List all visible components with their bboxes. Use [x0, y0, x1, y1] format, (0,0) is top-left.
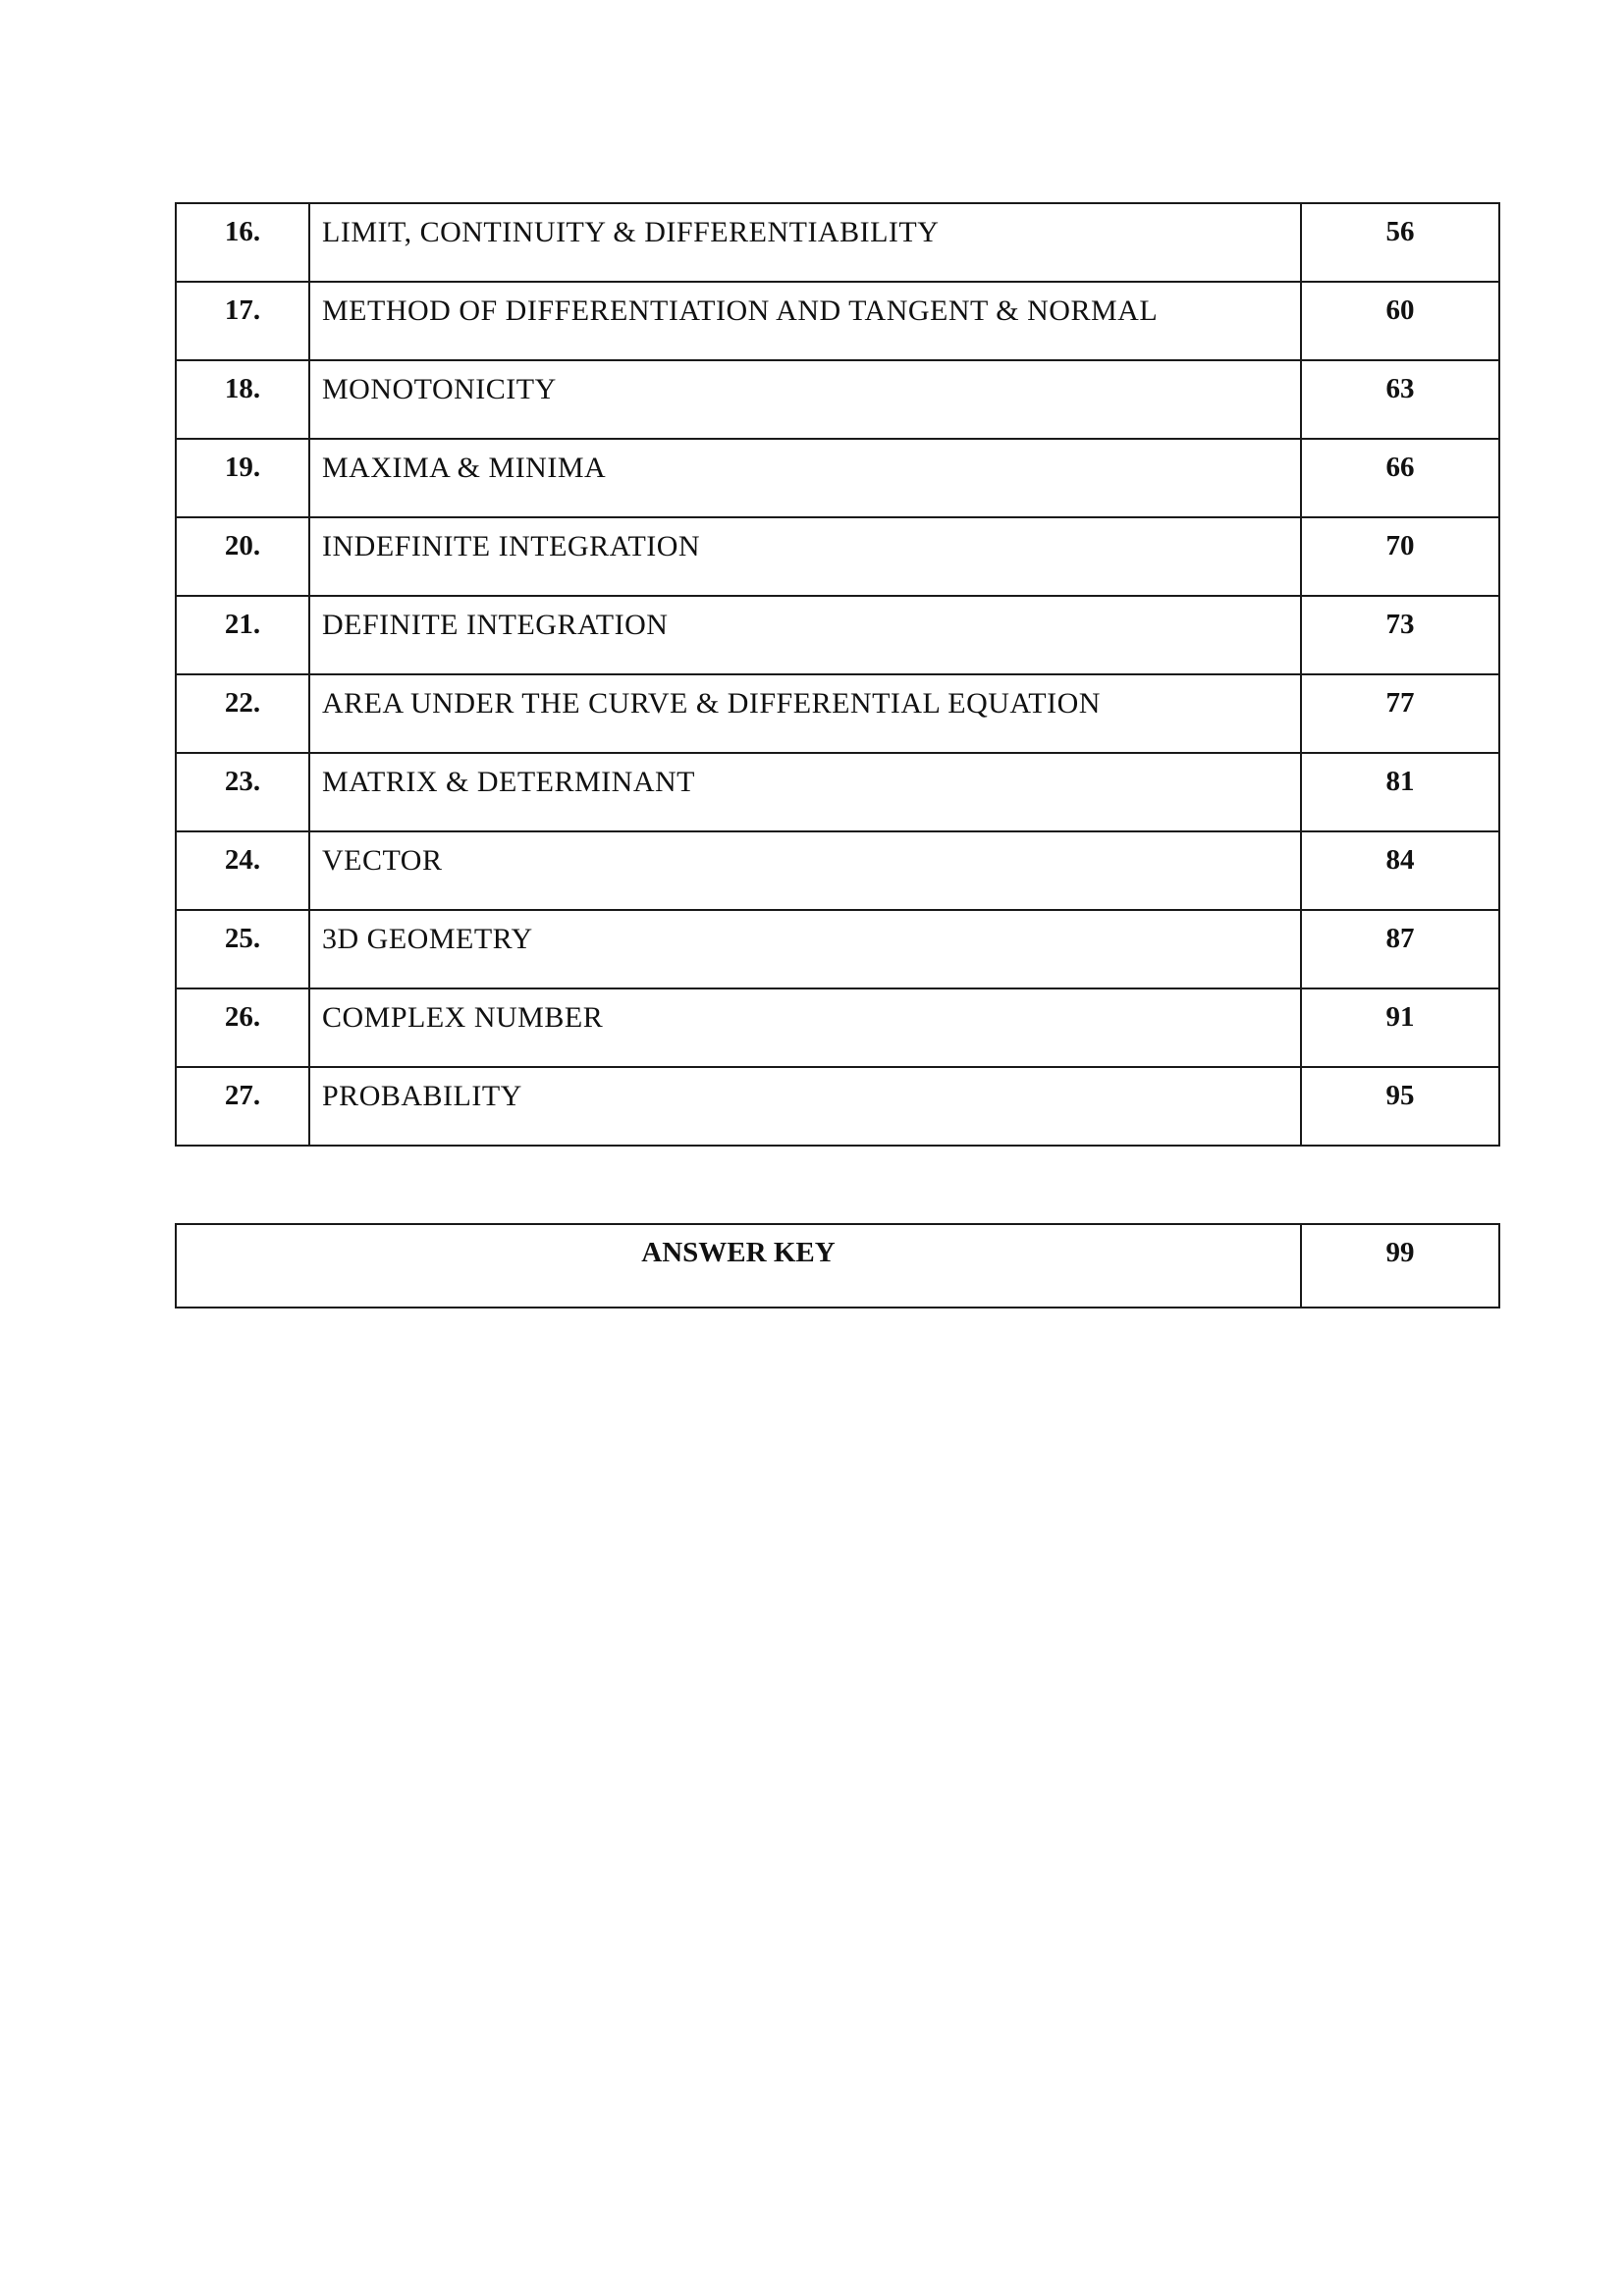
- chapter-title: AREA UNDER THE CURVE & DIFFERENTIAL EQUATION: [309, 674, 1301, 753]
- toc-row: [176, 753, 1499, 831]
- page-number: 60: [1301, 282, 1499, 360]
- chapter-title: METHOD OF DIFFERENTIATION AND TANGENT & NORMAL: [309, 282, 1301, 360]
- chapter-number: 27.: [176, 1067, 309, 1146]
- chapter-title: 3D GEOMETRY: [309, 910, 1301, 988]
- chapter-number: 16.: [176, 203, 309, 282]
- chapter-number: 19.: [176, 439, 309, 517]
- page-number: 81: [1301, 753, 1499, 831]
- chapter-title: MATRIX & DETERMINANT: [309, 753, 1301, 831]
- toc-row: [176, 831, 1499, 910]
- toc-row: [176, 988, 1499, 1067]
- chapter-number: 23.: [176, 753, 309, 831]
- toc-row: [176, 674, 1499, 753]
- toc-row: [176, 910, 1499, 988]
- page-number: 63: [1301, 360, 1499, 439]
- chapter-title: MAXIMA & MINIMA: [309, 439, 1301, 517]
- page-number: 77: [1301, 674, 1499, 753]
- page-number: 66: [1301, 439, 1499, 517]
- answer-key-row: [176, 1224, 1499, 1308]
- chapter-number: 21.: [176, 596, 309, 674]
- page-number: 84: [1301, 831, 1499, 910]
- chapter-number: 26.: [176, 988, 309, 1067]
- toc-row: [176, 282, 1499, 360]
- chapter-title: VECTOR: [309, 831, 1301, 910]
- answer-key-label: ANSWER KEY: [176, 1224, 1301, 1308]
- answer-key-page: 99: [1301, 1224, 1499, 1308]
- page-number: 73: [1301, 596, 1499, 674]
- toc-row: [176, 203, 1499, 282]
- toc-row: [176, 517, 1499, 596]
- answer-key-table: [175, 1223, 1500, 1308]
- chapter-number: 17.: [176, 282, 309, 360]
- page-number: 56: [1301, 203, 1499, 282]
- page-number: 87: [1301, 910, 1499, 988]
- chapter-title: LIMIT, CONTINUITY & DIFFERENTIABILITY: [309, 203, 1301, 282]
- chapter-number: 20.: [176, 517, 309, 596]
- chapter-title: DEFINITE INTEGRATION: [309, 596, 1301, 674]
- toc-row: [176, 439, 1499, 517]
- chapter-number: 24.: [176, 831, 309, 910]
- chapter-title: INDEFINITE INTEGRATION: [309, 517, 1301, 596]
- toc-row: [176, 596, 1499, 674]
- chapter-title: PROBABILITY: [309, 1067, 1301, 1146]
- toc-row: [176, 360, 1499, 439]
- page-number: 91: [1301, 988, 1499, 1067]
- chapter-number: 18.: [176, 360, 309, 439]
- chapter-title: COMPLEX NUMBER: [309, 988, 1301, 1067]
- page-number: 70: [1301, 517, 1499, 596]
- chapter-number: 22.: [176, 674, 309, 753]
- chapter-title: MONOTONICITY: [309, 360, 1301, 439]
- table-of-contents: [175, 202, 1500, 1147]
- toc-row: [176, 1067, 1499, 1146]
- chapter-number: 25.: [176, 910, 309, 988]
- page-number: 95: [1301, 1067, 1499, 1146]
